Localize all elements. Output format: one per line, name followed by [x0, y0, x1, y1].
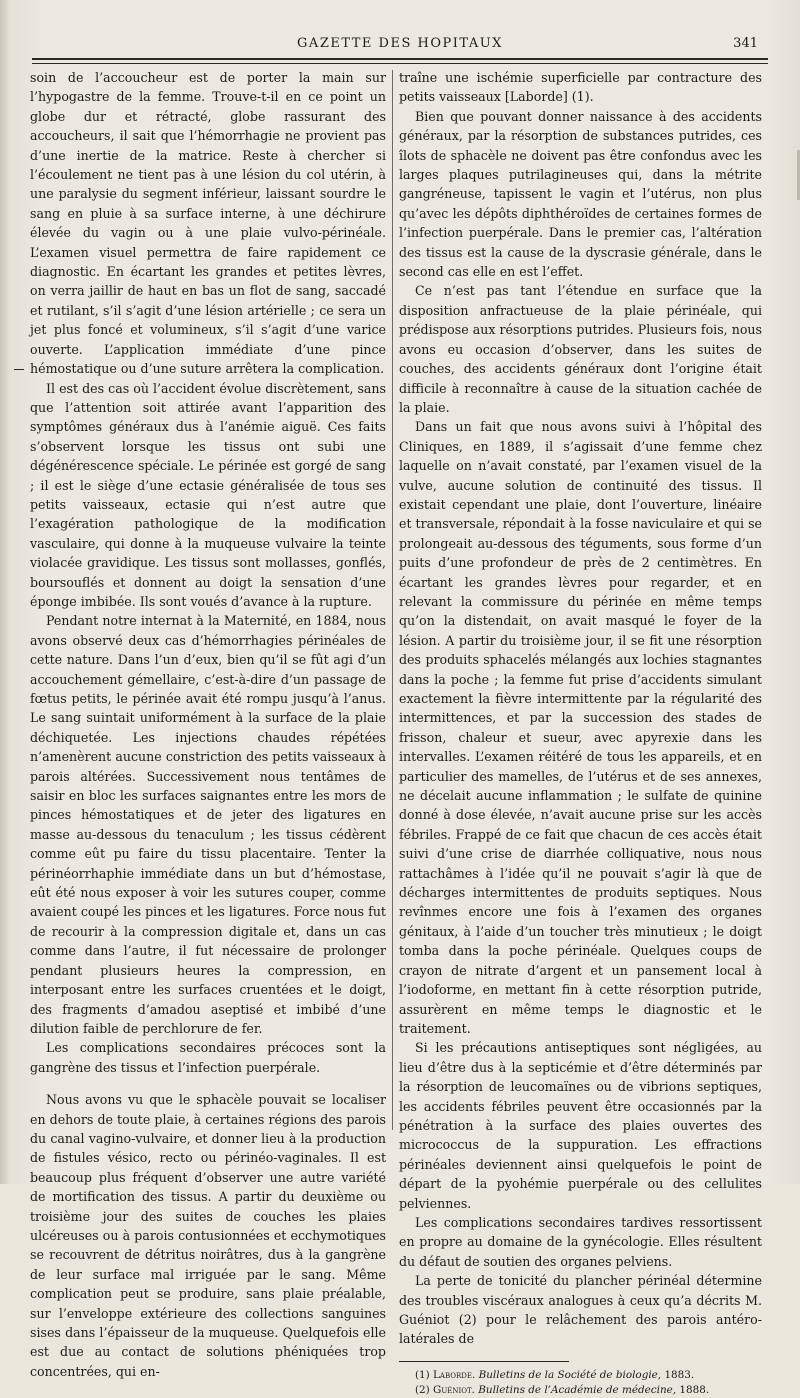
footnote-number: (2): [415, 1383, 430, 1396]
header-rule-thick: [32, 58, 768, 60]
footnote: [399, 1368, 762, 1383]
left-column: [30, 68, 386, 1381]
paragraph: Les complications secondaires précoces sont la gangrène des tissus et l’infection puerpérale.: [30, 1040, 386, 1075]
footnote-number: (1): [415, 1368, 430, 1381]
footnote-author: Laborde.: [433, 1368, 476, 1381]
running-header: [0, 36, 800, 58]
column-divider: [392, 70, 393, 1130]
footnote-source: Bulletins de la Société de biologie,: [478, 1368, 662, 1381]
margin-mark: [14, 369, 24, 370]
paragraph: Si les précautions antiseptiques sont négligées, au lieu d’être dus à la septicémie et d’être déterminés par la résorption de leucomaïnes ou de vibrions septiques, les accidents fébriles peuvent être occasionnés par la pénétration à la surface des plaies ouvertes des micrococcus de la suppuration. Les effractions périnéales deviennent ainsi quelquefois le point de départ de la pyohémie puerpérale ou des cellulites pelviennes.: [399, 1040, 762, 1211]
footnote: [399, 1383, 762, 1398]
footnote-year: 1888.: [679, 1383, 710, 1396]
paragraph: Il est des cas où l’accident évolue discrètement, sans que l’attention soit attirée avant l’apparition des symptômes généraux dus à l’anémie aiguë. Ces faits s’observent lorsque les tissus ont subi une dégénérescence spéciale. Le périnée est gorgé de sang ; il est le siège d’une ectasie généralisée de tous ses petits vaisseaux, ectasie qui n’est autre que l’exagération pathologique de la modification vasculaire, qui donne à la muqueuse vulvaire la teinte violacée gravidique. Les tissus sont mollasses, gonflés, boursouflés et donnent au doigt la sensation d’une éponge imbibée. Ils sont voués d’avance à la rupture.: [30, 380, 386, 609]
header-rule-thin: [32, 63, 768, 64]
paragraph: La perte de tonicité du plancher périnéal détermine des troubles viscéraux analogues à ceux qu’a décrits M. Guéniot (2) pour le relâchement des parois antéro-latérales de: [399, 1273, 762, 1347]
right-column: [399, 68, 762, 1398]
footnotes: [399, 1368, 762, 1398]
footnote-rule: [399, 1361, 569, 1362]
paragraph: Ce n’est pas tant l’étendue en surface que la disposition anfractueuse de la plaie périnéale, qui prédispose aux résorptions putrides. Plusieurs fois, nous avons eu occasion d’observer, dans les suites de couches, des accidents généraux dont l’origine était difficile à reconnaître à cause de la situation cachée de la plaie.: [399, 283, 762, 415]
footnote-author: Guéniot.: [433, 1383, 475, 1396]
paragraph: Pendant notre internat à la Maternité, en 1884, nous avons observé deux cas d’hémorrhagies périnéales de cette nature. Dans l’un d’eux, bien qu’il se fût agi d’un accouchement gémellaire, c’est-à-dire d’un passage de fœtus petits, le périnée avait été rompu jusqu’à l’anus. Le sang suintait uniformément à la surface de la plaie déchiquetée. Les injections chaudes répétées n’amenèrent aucune constriction des petits vaisseaux à parois altérées. Successivement nous tentâmes de saisir en bloc les surfaces saignantes entre les mors de pinces hémostatiques et de jeter des ligatures en masse au-dessous du tenaculum ; les tissus cédèrent comme eût pu faire du tissu placentaire. Tenter la périnéorrhaphie immédiate dans un but d’hémostase, eût été nous exposer à voir les sutures couper, comme avaient coupé les pinces et les ligatures. Force nous fut de recourir à la compression digitale et, dans un cas comme dans l’autre, il fut nécessaire de prolonger pendant plusieurs heures la compression, en interposant entre les surfaces cruentées et le doigt, des fragments d’amadou aseptisé et imbibé d’une dilution faible de perchlorure de fer.: [30, 613, 386, 1036]
paragraph: Dans un fait que nous avons suivi à l’hôpital des Cliniques, en 1889, il s’agissait d’une femme chez laquelle on n’avait constaté, par l’examen visuel de la vulve, aucune solution de continuité des tissus. Il existait cependant une plaie, dont l’ouverture, linéaire et transversale, répondait à la fosse naviculaire et qui se prolongeait au-dessous des téguments, sous forme d’un puits d’une profondeur de près de 2 centimètres. En écartant les grandes lèvres pour regarder, et en relevant la commissure du périnée en même temps qu’on la distendait, on avait masqué le foyer de la lésion. A partir du troisième jour, il se fit une résorption des produits sphacelés mélangés aux lochies stagnantes dans la poche ; la femme fut prise d’accidents simulant exactement la fièvre intermittente par la régularité des intermittences, et par la succession des stades de frisson, chaleur et sueur, avec apyrexie dans les intervalles. L’examen réitéré de tous les appareils, et en particulier des mamelles, de l’utérus et de ses annexes, ne décelait aucune inflammation ; le sulfate de quinine donné à dose élevée, n’avait aucune prise sur les accès fébriles. Frappé de ce fait que chacun de ces accès était suivi d’une crise de diarrhée colliquative, nous nous rattachâmes à l’idée qu’il ne pouvait s’agir là que de décharges intermittentes de produits septiques. Nous revînmes encore une fois à l’examen des organes génitaux, à l’aide d’un toucher très minutieux ; le doigt tomba dans la poche périnéale. Quelques coups de crayon de nitrate d’argent et un pansement local à l’iodoforme, en mettant fin à cette résorption putride, assurèrent en même temps le diagnostic et le traitement.: [399, 419, 762, 1036]
footnote-source: Bulletins de l’Académie de médecine,: [478, 1383, 677, 1396]
page-number: 341: [733, 36, 758, 51]
paragraph: Nous avons vu que le sphacèle pouvait se localiser en dehors de toute plaie, à certaines régions des parois du canal vagino-vulvaire, et donner lieu à la production de fistules vésico, recto ou périnéo-vaginales. Il est beaucoup plus fréquent d’observer une autre variété de mortification des tissus. A partir du deuxième ou troisième jour des suites de couches les plaies ulcéreuses ou à parois contusionnées et ecchymotiques se recouvrent de détritus noirâtres, dus à la gangrène de leur surface mal irriguée par le sang. Même complication peut se produire, sans plaie préalable, sur l’enveloppe extérieure des collections sanguines sises dans l’épaisseur de la muqueuse. Quelquefois elle est due au contact de solutions phéniquées trop concentrées, qui en-: [30, 1092, 386, 1379]
paragraph: soin de l’accoucheur est de porter la main sur l’hypogastre de la femme. Trouve-t-il en ce point un globe dur et rétracté, globe rassurant des accoucheurs, il sait que l’hémorrhagie ne provient pas d’une inertie de la matrice. Reste à chercher si l’écoulement ne tient pas à une lésion du col utérin, à une paralysie du segment inférieur, laissant sourdre le sang en pluie à sa surface interne, à une déchirure élevée du vagin ou à une plaie vulvo-périnéale. L’examen visuel permettra de faire rapidement ce diagnostic. En écartant les grandes et petites lèvres, on verra jaillir de haut en bas un flot de sang, saccadé et rutilant, s’il s’agit d’une lésion artérielle ; ce sera un jet plus foncé et volumineux, s’il s’agit d’une varice ouverte. L’application immédiate d’une pince hémostatique ou d’une suture arrêtera la complication.: [30, 70, 386, 377]
paragraph: traîne une ischémie superficielle par contracture des petits vaisseaux [Laborde] (1).: [399, 70, 762, 105]
footnote-year: 1883.: [664, 1368, 695, 1381]
paragraph: Les complications secondaires tardives ressortissent en propre au domaine de la gynécologie. Elles résultent du défaut de soutien des organes pelviens.: [399, 1214, 762, 1269]
paragraph: Bien que pouvant donner naissance à des accidents généraux, par la résorption de substances putrides, ces îlots de sphacèle ne doivent pas être confondus avec les larges plaques putrilagineuses qui, dans la métrite gangréneuse, tapissent le vagin et l’utérus, non plus qu’avec les dépôts diphthéroïdes de certaines formes de l’infection puerpérale. Dans le premier cas, l’altération des tissus est la cause de la dyscrasie générale, dans le second cas elle en est l’effet.: [399, 108, 762, 280]
running-title: GAZETTE DES HOPITAUX: [297, 36, 503, 51]
